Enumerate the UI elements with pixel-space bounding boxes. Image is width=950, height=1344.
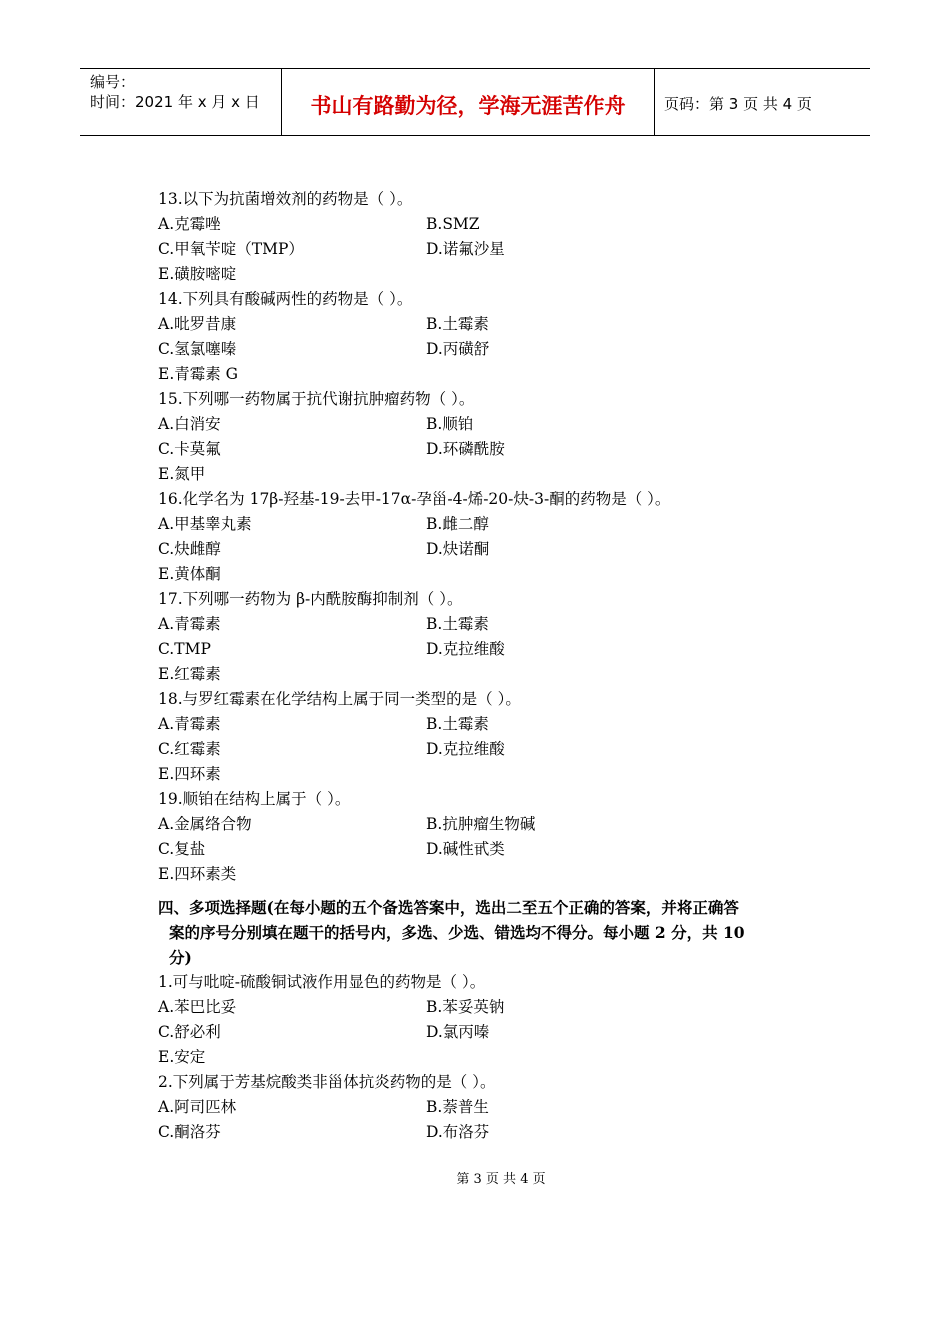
single-choice-block [158, 187, 798, 887]
answer-option: D.克拉维酸 [426, 640, 505, 658]
section-heading-line: 案的序号分别填在题干的括号内，多选、少选、错选均不得分。每小题 2 分，共 10 [169, 923, 745, 942]
answer-option: C.舒必利 [158, 1023, 221, 1041]
answer-option: E.磺胺嘧啶 [158, 265, 237, 283]
option-row [158, 637, 798, 662]
page-label: 页码：第 3 页 共 4 页 [664, 95, 812, 113]
option-row [158, 1095, 798, 1120]
option-row [158, 462, 798, 487]
answer-option: E.红霉素 [158, 665, 221, 683]
option-row [158, 537, 798, 562]
answer-option: C.红霉素 [158, 740, 221, 758]
question-stem: 19.顺铂在结构上属于（ ）。 [158, 790, 351, 808]
section-heading-line: 四、多项选择题(在每小题的五个备选答案中，选出二至五个正确的答案，并将正确答 [158, 898, 739, 917]
answer-option: B.土霉素 [426, 615, 489, 633]
option-row [158, 562, 798, 587]
question-stem: 14.下列具有酸碱两性的药物是（ ）。 [158, 290, 413, 308]
option-row [158, 837, 798, 862]
multi-choice-block [158, 970, 798, 1145]
section-heading [158, 895, 798, 970]
header-table [80, 68, 870, 136]
number-label: 编号： [90, 73, 136, 91]
answer-option: C.甲氧苄啶（TMP） [158, 240, 304, 258]
answer-option: C.酮洛芬 [158, 1123, 221, 1141]
answer-option: A.青霉素 [158, 715, 221, 733]
answer-option: B.抗肿瘤生物碱 [426, 815, 536, 833]
option-row [158, 362, 798, 387]
answer-option: C.炔雌醇 [158, 540, 221, 558]
answer-option: B.土霉素 [426, 715, 489, 733]
option-row [158, 1120, 798, 1145]
answer-option: A.克霉唑 [158, 215, 221, 233]
page-footer [0, 1168, 950, 1187]
answer-option: B.SMZ [426, 215, 480, 233]
answer-option: A.阿司匹林 [158, 1098, 237, 1116]
answer-option: A.甲基睾丸素 [158, 515, 252, 533]
answer-option: E.安定 [158, 1048, 206, 1066]
answer-option: D.诺氟沙星 [426, 240, 505, 258]
answer-option: A.白消安 [158, 415, 221, 433]
question-stem: 17.下列哪一药物为 β-内酰胺酶抑制剂（ ）。 [158, 590, 463, 608]
answer-option: A.吡罗昔康 [158, 315, 237, 333]
option-row [158, 737, 798, 762]
answer-option: C.TMP [158, 640, 211, 658]
answer-option: B.雌二醇 [426, 515, 489, 533]
document-body [158, 187, 798, 1145]
option-row [158, 312, 798, 337]
answer-option: B.土霉素 [426, 315, 489, 333]
motto: 书山有路勤为径，学海无涯苦作舟 [310, 94, 626, 118]
option-row [158, 262, 798, 287]
answer-option: C.复盐 [158, 840, 206, 858]
header-motto-cell [282, 69, 655, 135]
answer-option: C.氢氯噻嗪 [158, 340, 237, 358]
option-row [158, 662, 798, 687]
option-row [158, 237, 798, 262]
option-row [158, 812, 798, 837]
option-row [158, 337, 798, 362]
answer-option: E.四环素类 [158, 865, 237, 883]
header-info-cell [80, 69, 282, 135]
option-row [158, 712, 798, 737]
answer-option: E.青霉素 G [158, 365, 239, 383]
answer-option: D.炔诺酮 [426, 540, 490, 558]
answer-option: D.碱性甙类 [426, 840, 505, 858]
answer-option: B.苯妥英钠 [426, 998, 505, 1016]
section-heading-line: 分) [169, 948, 192, 967]
answer-option: D.布洛芬 [426, 1123, 490, 1141]
date-label: 时间：2021 年 x 月 x 日 [90, 93, 260, 111]
question-stem: 1.可与吡啶-硫酸铜试液作用显色的药物是（ ）。 [158, 973, 486, 991]
option-row [158, 212, 798, 237]
answer-option: B.顺铂 [426, 415, 474, 433]
footer-page-number: 第 3 页 共 4 页 [456, 1172, 546, 1187]
answer-option: E.氮甲 [158, 465, 206, 483]
question-stem: 18.与罗红霉素在化学结构上属于同一类型的是（ ）。 [158, 690, 521, 708]
option-row [158, 412, 798, 437]
answer-option: E.黄体酮 [158, 565, 221, 583]
question-stem: 13.以下为抗菌增效剂的药物是（ ）。 [158, 190, 413, 208]
question-stem: 2.下列属于芳基烷酸类非甾体抗炎药物的是（ ）。 [158, 1073, 496, 1091]
answer-option: D.丙磺舒 [426, 340, 490, 358]
option-row [158, 862, 798, 887]
option-row [158, 1045, 798, 1070]
header-page-cell [655, 69, 870, 135]
answer-option: A.青霉素 [158, 615, 221, 633]
option-row [158, 512, 798, 537]
answer-option: B.萘普生 [426, 1098, 489, 1116]
answer-option: D.氯丙嗪 [426, 1023, 490, 1041]
answer-option: D.克拉维酸 [426, 740, 505, 758]
option-row [158, 762, 798, 787]
answer-option: D.环磷酰胺 [426, 440, 505, 458]
question-stem: 16.化学名为 17β-羟基-19-去甲-17α-孕甾-4-烯-20-炔-3-酮的药物是（ ）。 [158, 490, 671, 508]
option-row [158, 995, 798, 1020]
question-stem: 15.下列哪一药物属于抗代谢抗肿瘤药物（ ）。 [158, 390, 475, 408]
option-row [158, 1020, 798, 1045]
answer-option: A.金属络合物 [158, 815, 252, 833]
answer-option: C.卡莫氟 [158, 440, 221, 458]
answer-option: E.四环素 [158, 765, 221, 783]
option-row [158, 612, 798, 637]
option-row [158, 437, 798, 462]
answer-option: A.苯巴比妥 [158, 998, 237, 1016]
